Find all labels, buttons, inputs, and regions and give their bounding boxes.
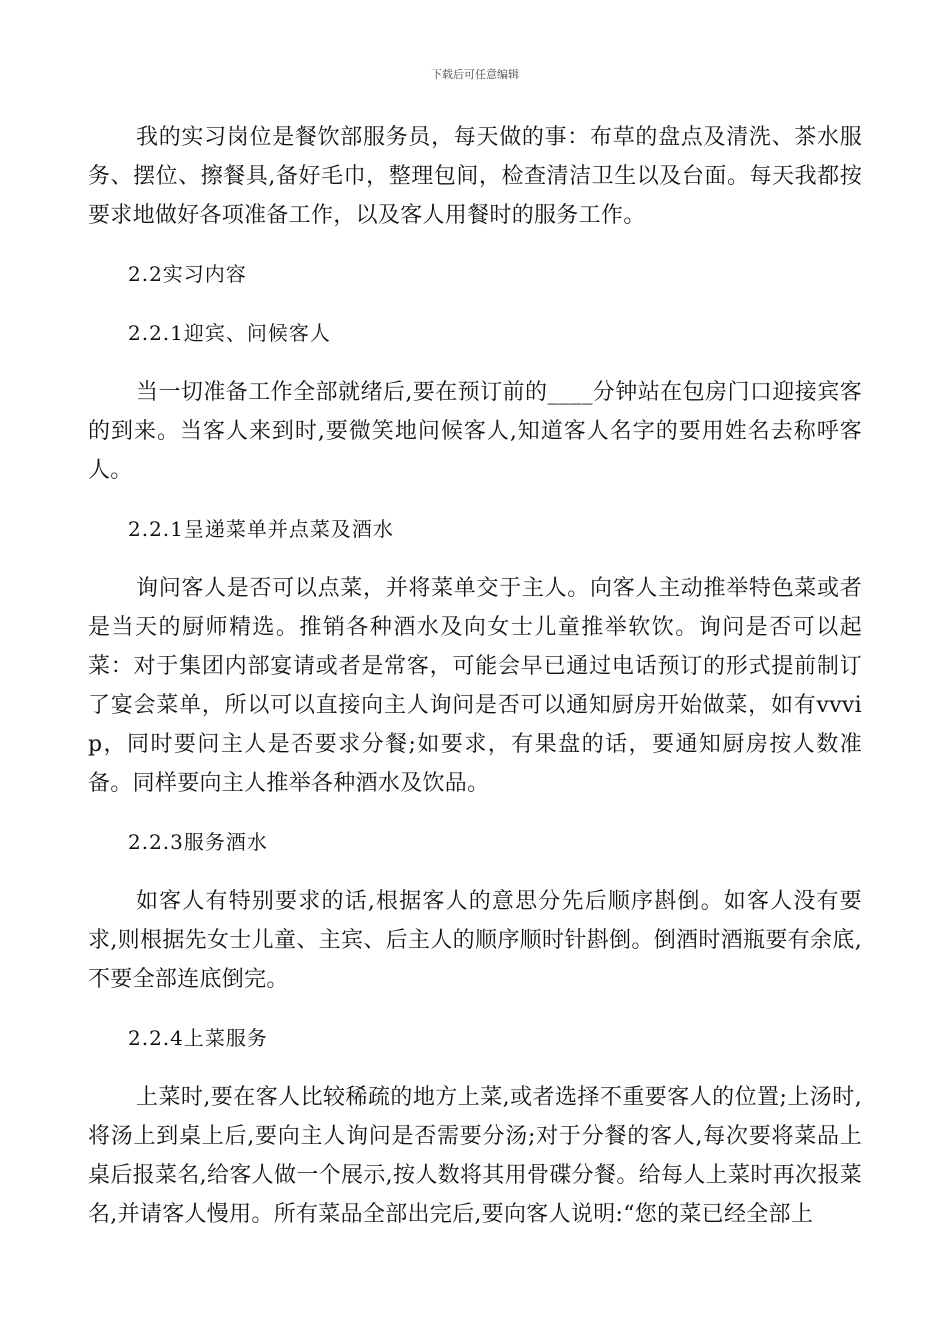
paragraph-wine-service: 如客人有特别要求的话,根据客人的意思分先后顺序斟倒。如客人没有要求,则根据先女士儿童、主宾、后主人的顺序顺时针斟倒。倒酒时酒瓶要有余底,不要全部连底倒完。 [88, 889, 862, 992]
subsection-heading-menu: 2.2.1呈递菜单并点菜及酒水 [128, 517, 394, 541]
subsection-heading-wine-service: 2.2.3服务酒水 [128, 830, 268, 854]
section-heading-internship-content: 2.2实习内容 [128, 262, 247, 286]
document-body [88, 118, 862, 1254]
paragraph-dish-service: 上菜时,要在客人比较稀疏的地方上菜,或者选择不重要客人的位置;上汤时,将汤上到桌上后,要向主人询问是否需要分汤;对于分餐的客人,每次要将菜品上桌后报菜名,给客人做一个展示,按人数将其用骨碟分餐。给每人上菜时再次报菜名,并请客人慢用。所有菜品全部出完后,要向客人说明:“您的菜已经全部上 [88, 1085, 862, 1227]
page-header-note: 下载后可任意编辑 [431, 68, 519, 81]
subsection-heading-greeting: 2.2.1迎宾、问候客人 [128, 321, 331, 345]
paragraph-menu: 询问客人是否可以点菜，并将菜单交于主人。向客人主动推举特色菜或者是当天的厨师精选。推销各种酒水及向女士儿童推举软饮。询问是否可以起菜：对于集团内部宴请或者是常客，可能会早已通过电话预订的形式提前制订了宴会菜单，所以可以直接向主人询问是否可以通知厨房开始做菜，如有vvvip，同时要问主人是否要求分餐;如要求，有果盘的话，要通知厨房按人数准备。同样要向主人推举各种酒水及饮品。 [88, 576, 862, 796]
subsection-heading-dish-service: 2.2.4上菜服务 [128, 1026, 268, 1050]
paragraph-job-duties: 我的实习岗位是餐饮部服务员，每天做的事：布草的盘点及清洗、茶水服务、摆位、擦餐具,备好毛巾，整理包间，检查清洁卫生以及台面。每天我都按要求地做好各项准备工作，以及客人用餐时的服务工作。 [88, 125, 862, 228]
paragraph-greeting: 当一切准备工作全部就绪后,要在预订前的____分钟站在包房门口迎接宾客的到来。当客人来到时,要微笑地问候客人,知道客人名字的要用姓名去称呼客人。 [88, 380, 862, 483]
